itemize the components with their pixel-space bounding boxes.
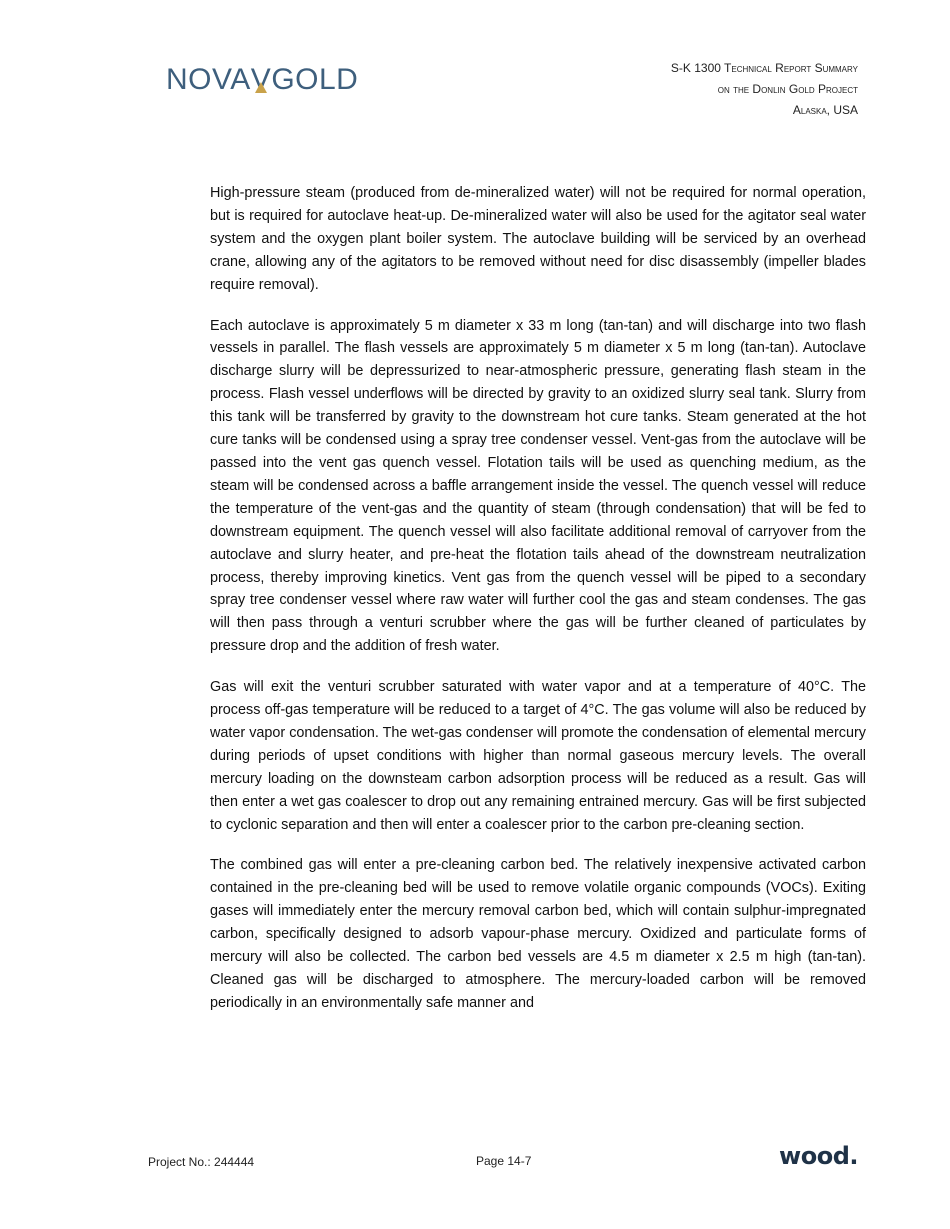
report-title-block [671,58,858,121]
body-text [210,182,866,1033]
paragraph-2: Each autoclave is approximately 5 m diameter x 33 m long (tan-tan) and will discharge into two flash vessels in parallel. The flash vessels are approximately 5 m diameter x 5 m long (tan-tan). Autoclave discharge slurry will be depressurized to near-atmospheric pressure, generating flash steam in the process. Flash vessel underflows will be directed by gravity to an oxidized slurry seal tank. Slurry from this tank will be transferred by gravity to the downstream hot cure tanks. Steam generated at the hot cure tanks will be condensed using a spray tree condenser vessel. Vent-gas from the autoclave will be passed into the vent gas quench vessel. Flotation tails will be used as quenching medium, as the steam will be condensed across a baffle arrangement inside the vessel. The quench vessel will reduce the temperature of the vent-gas and the quantity of steam (through condensation) that will be fed to downstream equipment. The quench vessel will also facilitate additional removal of carryover from the autoclave and slurry heater, and pre-heat the flotation tails ahead of the downstream neutralization process, thereby improving kinetics. Vent gas from the quench vessel will be piped to a secondary spray tree condenser vessel where raw water will further cool the gas and steam condenses. The gas will then pass through a venturi scrubber where the gas will be further cleaned of particulates by pressure drop and the addition of fresh water. [210,317,866,655]
paragraph-1: High-pressure steam (produced from de-mineralized water) will not be required for normal operation, but is required for autoclave heat-up. De-mineralized water will also be used for the agitator seal water system and the oxygen plant boiler system. The autoclave building will be serviced by an overhead crane, allowing any of the agitators to be removed without need for disc disassembly (impeller blades require removal). [210,185,866,293]
novagold-logo [166,64,358,96]
logo-text-v: V [250,63,272,96]
report-title-line-1: S-K 1300 Technical Report Summary [670,61,858,75]
logo-text-gold: GOLD [271,63,359,96]
page-number: Page 14-7 [476,1154,532,1168]
project-number: Project No.: 244444 [148,1155,255,1169]
logo-text-nova: NOVA [166,63,251,96]
report-title-line-3: Alaska, USA [792,103,858,117]
logo-v-mark [251,64,272,96]
wood-logo: wood. [779,1142,858,1170]
report-title-line-2: on the Donlin Gold Project [717,82,858,96]
paragraph-3: Gas will exit the venturi scrubber saturated with water vapor and at a temperature of 40°C. The process off-gas temperature will be reduced to a target of 4°C. The gas volume will also be reduced by water vapor condensation. The wet-gas condenser will promote the condensation of elemental mercury during periods of upset conditions with higher than normal gaseous mercury levels. The overall mercury loading on the downsteam carbon adsorption process will be reduced as a result. Gas will then enter a wet gas coalescer to drop out any remaining entrained mercury. Gas will be first subjected to cyclonic separation and then will enter a coalescer prior to the carbon pre-cleaning section. [210,679,866,833]
paragraph-4: The combined gas will enter a pre-cleaning carbon bed. The relatively inexpensive activated carbon contained in the pre-cleaning bed will be used to remove volatile organic compounds (VOCs). Exiting gases will immediately enter the mercury removal carbon bed, which will contain sulphur-impregnated carbon, specifically designed to adsorb vapour-phase mercury. Oxidized and particulate forms of mercury will also be collected. The carbon bed vessels are 4.5 m diameter x 2.5 m high (tan-tan). Cleaned gas will be discharged to atmosphere. The mercury-loaded carbon will be removed periodically in an environmentally safe manner and [210,857,866,1011]
logo-gold-triangle-icon [255,82,267,93]
